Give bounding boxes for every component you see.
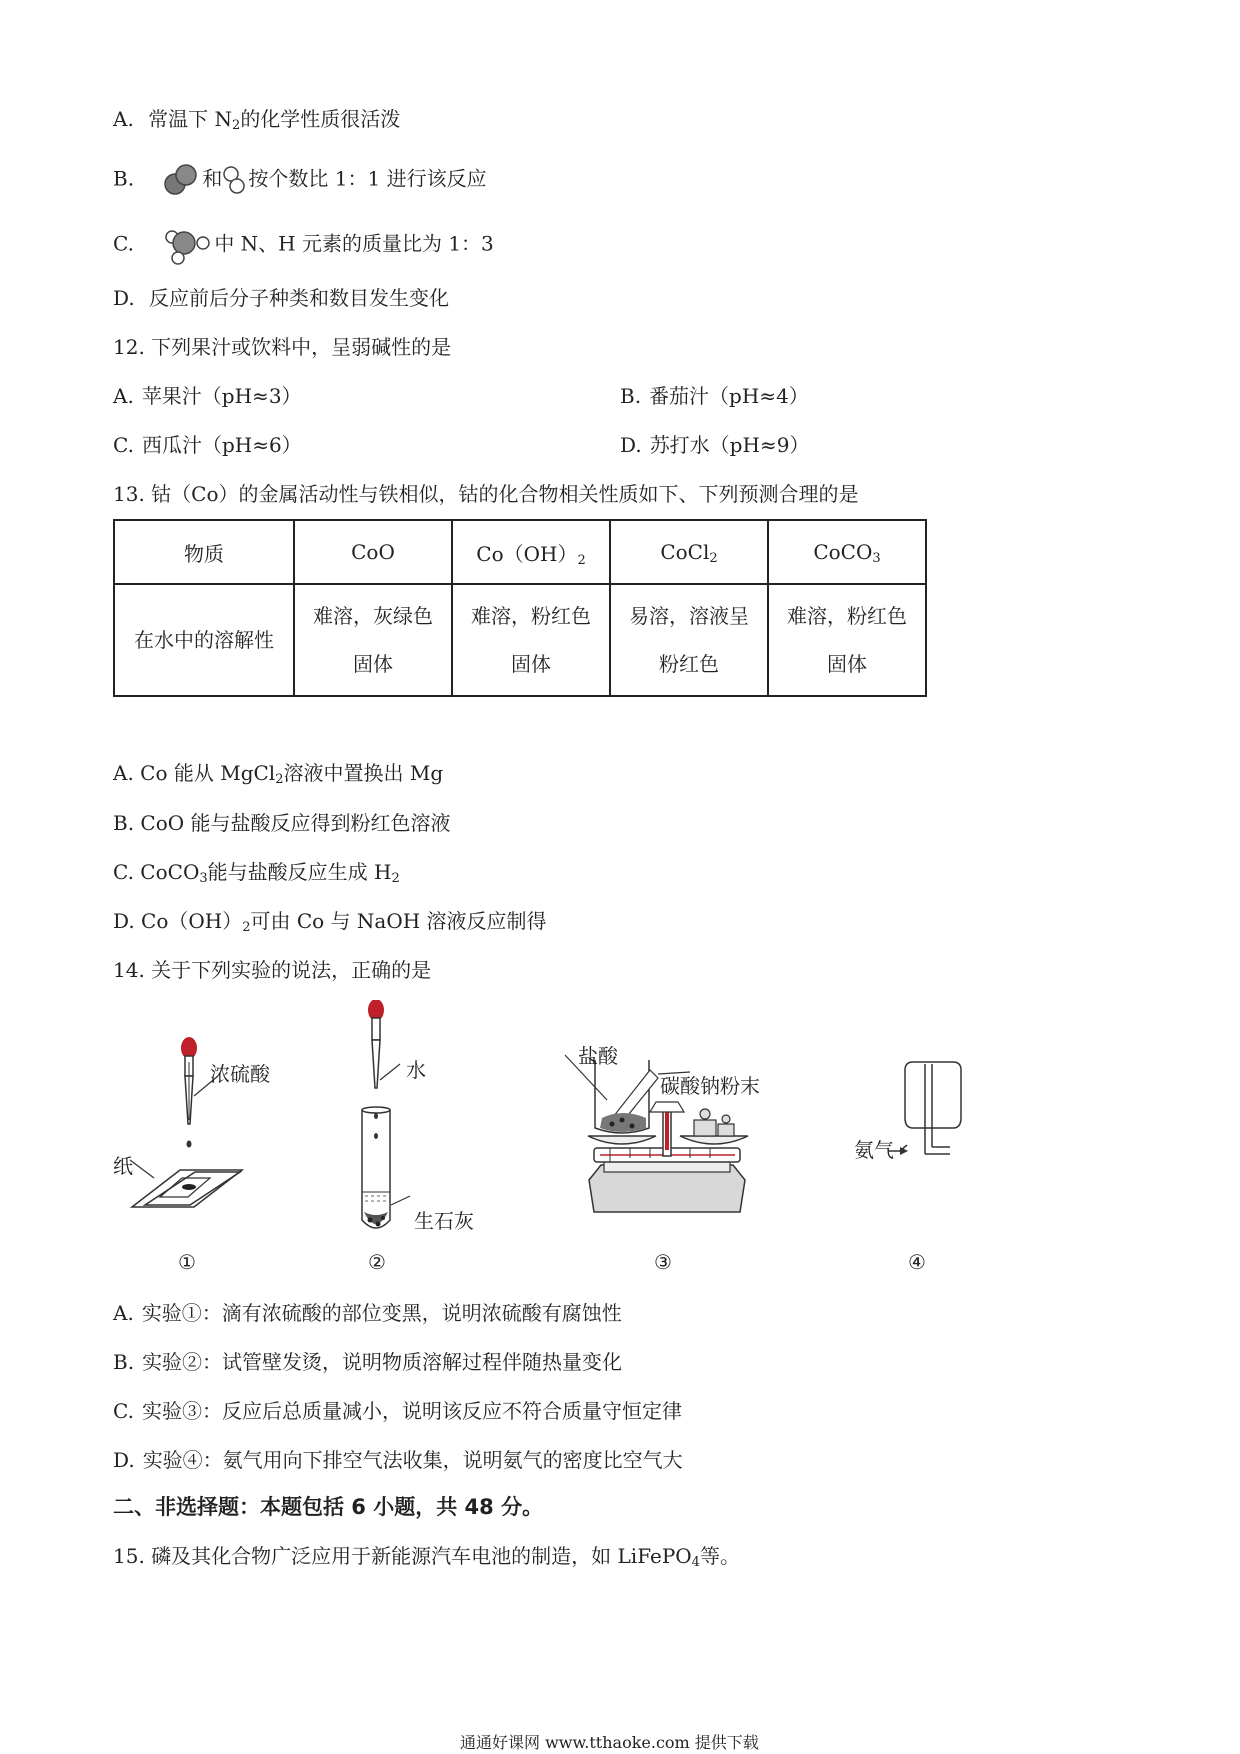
table-cell: 难溶，灰绿色 固体 <box>294 584 452 696</box>
h2-molecule-icon <box>222 164 248 196</box>
experiment-2-illustration <box>362 1000 410 1228</box>
q15-stem: 15. 磷及其化合物广泛应用于新能源汽车电池的制造，如 LiFePO$_4$等。 <box>113 1544 740 1570</box>
q12-option-b: B. 番茄汁（pH≈4） <box>620 384 809 408</box>
n2-molecule-icon <box>162 160 202 200</box>
experiment-number-1: ① <box>178 1250 196 1274</box>
cobalt-properties-table <box>113 519 927 697</box>
table-header-coco3: CoCO$_3$ <box>768 520 926 584</box>
label-hydrochloric-acid: 盐酸 <box>578 1044 618 1068</box>
table-cell: 易溶，溶液呈 粉红色 <box>610 584 768 696</box>
label-paper: 纸 <box>113 1154 133 1178</box>
label-concentrated-sulfuric-acid: 浓硫酸 <box>210 1062 270 1086</box>
experiment-number-3: ③ <box>654 1250 672 1274</box>
experiment-number-4: ④ <box>908 1250 926 1274</box>
q12-option-d: D. 苏打水（pH≈9） <box>620 433 810 457</box>
table-header-substance: 物质 <box>114 520 294 584</box>
q14-option-a: A. 实验①：滴有浓硫酸的部位变黑，说明浓硫酸有腐蚀性 <box>113 1301 622 1325</box>
q11-option-b: B. 和 按个数比 1：1 进行该反应 <box>113 160 487 200</box>
q11-option-a: A. 常温下 $N_2$的化学性质很活泼 <box>113 107 401 133</box>
q14-option-d: D. 实验④：氨气用向下排空气法收集，说明氨气的密度比空气大 <box>113 1448 683 1472</box>
table-cell: 难溶，粉红色 固体 <box>452 584 610 696</box>
q12-stem: 12. 下列果汁或饮料中，呈弱碱性的是 <box>113 335 452 359</box>
q13-option-c: C. CoCO$_3$能与盐酸反应生成 $H_2$ <box>113 860 400 886</box>
label-sodium-carbonate-powder: 碳酸钠粉末 <box>660 1074 760 1098</box>
q14-option-c: C. 实验③：反应后总质量减小，说明该反应不符合质量守恒定律 <box>113 1399 682 1423</box>
table-header-cooh2: $Co(OH)_2$ <box>452 520 610 584</box>
q14-option-b: B. 实验②：试管壁发烫，说明物质溶解过程伴随热量变化 <box>113 1350 623 1374</box>
q13-option-a: A. Co 能从 MgCl$_2$溶液中置换出 Mg <box>113 761 444 787</box>
q14-stem: 14. 关于下列实验的说法，正确的是 <box>113 958 432 982</box>
q13-option-d: D. $Co(OH)_2$可由 Co 与 NaOH 溶液反应制得 <box>113 909 547 935</box>
table-header-cocl2: CoCl$_2$ <box>610 520 768 584</box>
q13-stem: 13. 钴（Co）的金属活动性与铁相似，钴的化合物相关性质如下、下列预测合理的是 <box>113 482 859 506</box>
table-header-solubility: 在水中的溶解性 <box>114 584 294 696</box>
label-ammonia: 氨气 <box>854 1138 894 1162</box>
footer-source: 通通好课网 www.tthaoke.com 提供下载 <box>460 1733 759 1752</box>
section-2-title: 二、非选择题：本题包括 6 小题，共 48 分。 <box>113 1495 544 1519</box>
table-cell: 难溶，粉红色 固体 <box>768 584 926 696</box>
experiment-number-2: ② <box>368 1250 386 1274</box>
q11-option-c: C. 中 N、H 元素的质量比为 1：3 <box>113 225 494 265</box>
label-quicklime: 生石灰 <box>414 1209 474 1233</box>
table-header-coo: CoO <box>294 520 452 584</box>
label-water: 水 <box>406 1058 426 1082</box>
q11-option-d: D. 反应前后分子种类和数目发生变化 <box>113 286 450 310</box>
experiment-4-illustration <box>888 1062 961 1155</box>
nh3-molecule-icon <box>162 225 214 265</box>
q12-option-a: A. 苹果汁（pH≈3） <box>113 384 302 408</box>
q12-option-c: C. 西瓜汁（pH≈6） <box>113 433 302 457</box>
q13-option-b: B. CoO 能与盐酸反应得到粉红色溶液 <box>113 811 451 835</box>
